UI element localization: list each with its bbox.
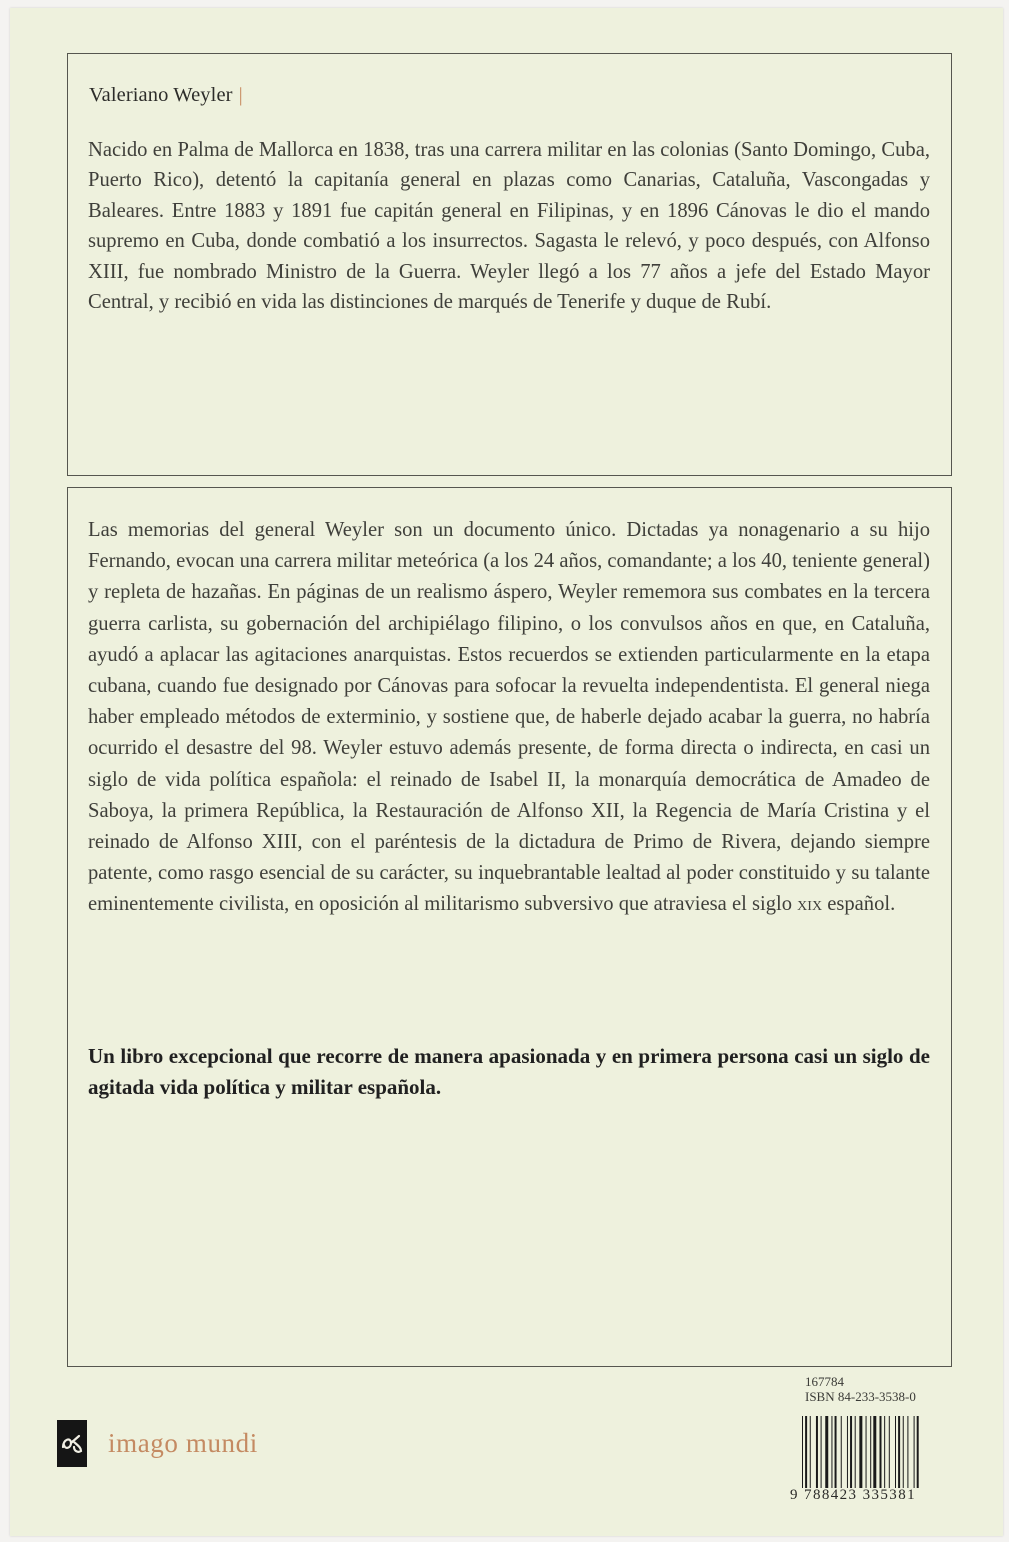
product-codes xyxy=(805,1374,916,1404)
heading-separator: | xyxy=(238,84,243,106)
book-back-cover xyxy=(10,8,1003,1536)
barcode-icon xyxy=(801,1416,944,1488)
synopsis-paragraph xyxy=(88,515,930,921)
isbn-number: ISBN 84-233-3538-0 xyxy=(805,1389,916,1404)
author-heading xyxy=(89,84,243,107)
synopsis-text-end: español. xyxy=(822,893,896,916)
barcode-digits: 9 788423 335381 xyxy=(790,1487,916,1503)
author-name: Valeriano Weyler xyxy=(89,84,233,106)
century-numeral: xix xyxy=(797,893,823,916)
synopsis-text-main: Las memorias del general Weyler son un documento único. Dictadas ya nonagenario a su hijo Fernando, evocan una carrera militar meteórica (a los 24 años, comandante; a los 40, teniente general) y repleta de hazañas. En páginas de un realismo áspero, Weyler rememora sus combates en la tercera guerra carlista, su gobernación del archipiélago filipino, o los convulsos años en que, en Cataluña, ayudó a aplacar las agitaciones anarquistas. Estos recuerdos se extienden particularmente en la etapa cubana, cuando fue designado por Cánovas para sofocar la revuelta independentista. El general niega haber empleado métodos de exterminio, y sostiene que, de haberle dejado acabar la guerra, no habría ocurrido el desastre del 98. Weyler estuvo además presente, de forma directa o indirecta, en casi un siglo de vida política española: el reinado de Isabel II, la monarquía democrática de Amadeo de Saboya, la primera República, la Restauración de Alfonso XII, la Regencia de María Cristina y el reinado de Alfonso XIII, con el paréntesis de la dictadura de Primo de Rivera, dejando siempre patente, como rasgo esencial de su carácter, su inquebrantable lealtad al poder constituido y su talante eminentemente civilista, en oposición al militarismo subversivo que atraviesa el siglo xyxy=(88,519,930,916)
publisher-imprint xyxy=(57,1420,258,1467)
author-bio: Nacido en Palma de Mallorca en 1838, tras una carrera militar en las colonias (Santo Domingo, Cuba, Puerto Rico), detentó la capitanía general en plazas como Canarias, Cataluña, Vascongadas y Baleares. Entre 1883 y 1891 fue capitán general en Filipinas, y en 1896 Cánovas le dio el mando supremo en Cuba, donde combatió a los insurrectos. Sagasta le relevó, y poco después, con Alfonso XIII, fue nombrado Ministro de la Guerra. Weyler llegó a los 77 años a jefe del Estado Mayor Central, y recibió en vida las distinciones de marqués de Tenerife y duque de Rubí. xyxy=(88,139,930,314)
reference-number: 167784 xyxy=(805,1374,844,1389)
publisher-name: imago mundi xyxy=(108,1428,258,1458)
author-box xyxy=(67,53,952,476)
synopsis-box xyxy=(67,487,952,1367)
highlight-statement: Un libro excepcional que recorre de manera apasionada y en primera persona casi un siglo de agitada vida política y militar española. xyxy=(88,1044,930,1099)
publisher-monogram-icon xyxy=(57,1420,87,1467)
